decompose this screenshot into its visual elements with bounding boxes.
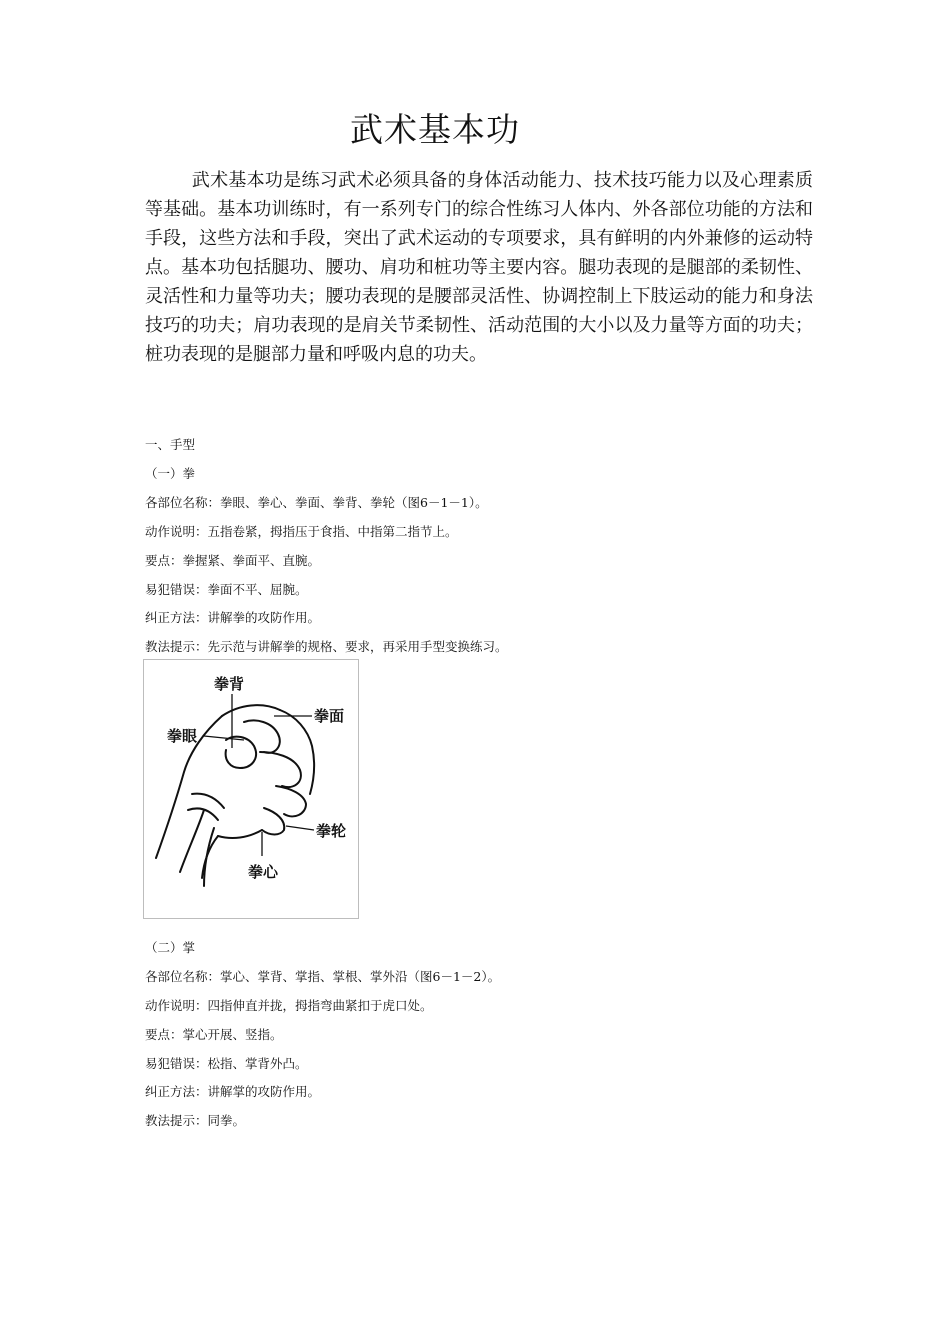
fist-action-text: 动作说明：五指卷紧，拇指压于食指、中指第二指节上。 [145, 524, 458, 539]
palm-action-text: 动作说明：四指伸直并拢，拇指弯曲紧扣于虎口处。 [145, 998, 433, 1013]
subsection-heading-fist: （一）拳 [145, 466, 196, 481]
fist-teaching-text: 教法提示：先示范与讲解拳的规格、要求，再采用手型变换练习。 [145, 639, 508, 654]
fist-errors-text: 易犯错误：拳面不平、屈腕。 [145, 582, 308, 597]
fist-illustration [144, 660, 358, 918]
palm-parts-text: 各部位名称：掌心、掌背、掌指、掌根、掌外沿（图6－1－2）。 [145, 969, 501, 984]
fist-figure [143, 659, 359, 919]
subsection-heading-palm: （二）掌 [145, 940, 196, 955]
document-title: 武术基本功 [350, 110, 520, 149]
fist-parts-text: 各部位名称：拳眼、拳心、拳面、拳背、拳轮（图6－1－1）。 [145, 495, 488, 510]
section-heading-hand-shapes: 一、手型 [145, 437, 196, 452]
fist-label-heart: 拳心 [248, 863, 279, 881]
palm-errors-text: 易犯错误：松指、掌背外凸。 [145, 1056, 308, 1071]
intro-paragraph: 武术基本功是练习武术必须具备的身体活动能力、技术技巧能力以及心理素质等基础。基本功训练时，有一系列专门的综合性练习人体内、外各部位功能的方法和手段，这些方法和手段，突出了武术运动的专项要求，具有鲜明的内外兼修的运动特点。基本功包括腿功、腰功、肩功和桩功等主要内容。腿功表现的是腿部的柔韧性、灵活性和力量等功夫；腰功表现的是腰部灵活性、协调控制上下肢运动的能力和身法技巧的功夫；肩功表现的是肩关节柔韧性、活动范围的大小以及力量等方面的功夫；桩功表现的是腿部力量和呼吸内息的功夫。 [145, 170, 813, 365]
fist-label-wheel: 拳轮 [316, 822, 347, 840]
palm-teaching-text: 教法提示：同拳。 [145, 1113, 246, 1128]
fist-correction-text: 纠正方法：讲解拳的攻防作用。 [145, 610, 321, 625]
palm-correction-text: 纠正方法：讲解掌的攻防作用。 [145, 1084, 321, 1099]
fist-label-eye: 拳眼 [167, 727, 198, 745]
fist-key-points-text: 要点：拳握紧、拳面平、直腕。 [145, 553, 321, 568]
fist-label-face: 拳面 [314, 707, 345, 725]
fist-label-back: 拳背 [214, 675, 245, 693]
palm-key-points-text: 要点：掌心开展、竖指。 [145, 1027, 283, 1042]
